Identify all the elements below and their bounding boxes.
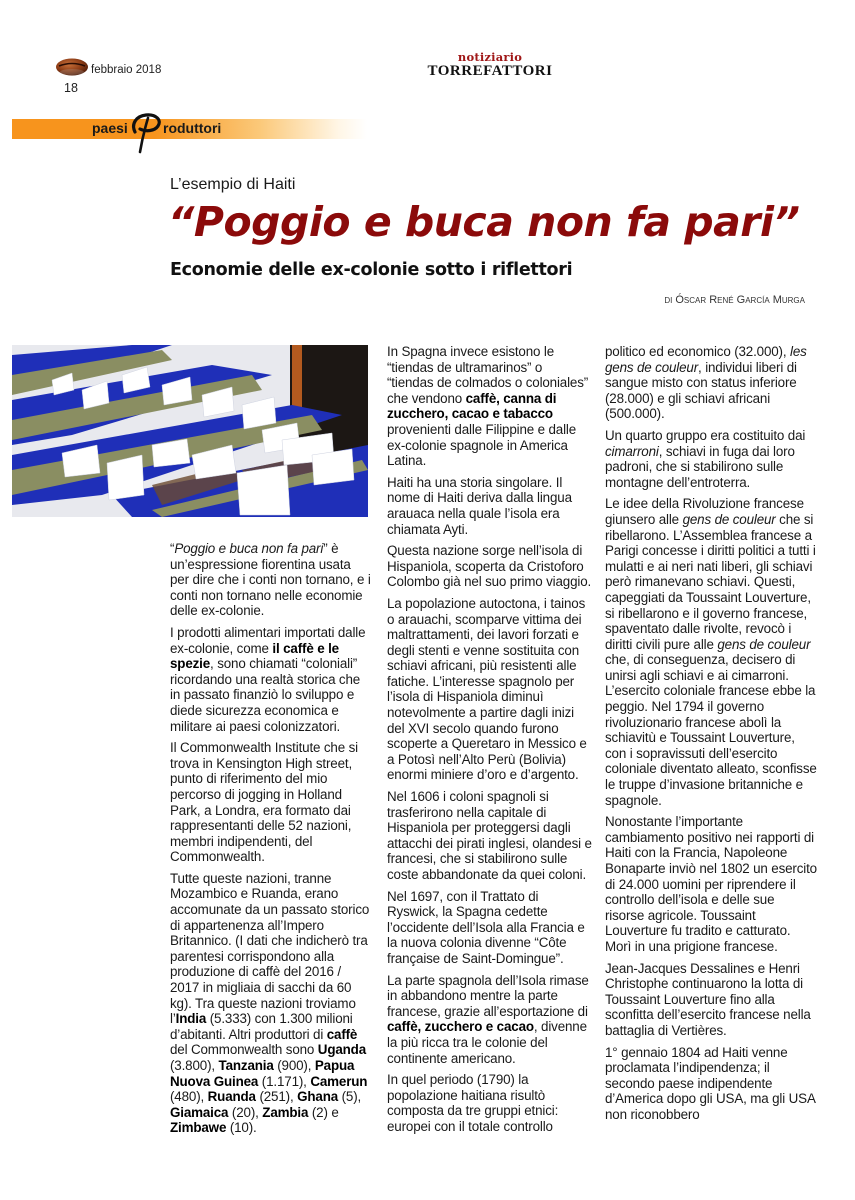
page-number: 18 — [64, 81, 78, 95]
masthead-bottom: TORREFATTORI — [427, 62, 553, 79]
paragraph: Le idee della Rivoluzione francese giunsero alle gens de couleur che si ribellarono. L’Assemblea francese a Parigi concesse i diritti politici a tutti i mulatti e ai neri nati liberi, gli schiavi però rimanevano schiavi. Questi, capeggiati da Toussaint Louverture, si ribellarono e il governo francese, spaventato dalle rivolte, revocò i diritti civili pure alle gens de couleur che, di conseguenza, decisero di unirsi agli schiavi e ai cimarroni. L’esercito coloniale francese ebbe la peggio. Nel 1794 il governo rivoluzionario francese abolì la schiavitù e Toussaint Louverture, con i sopravissuti dell’esercito coloniale diventato alleato, sconfisse le truppe d’invasione britanniche e spagnole. — [605, 496, 817, 808]
masthead-logo — [420, 52, 560, 79]
paragraph: Jean-Jacques Dessalines e Henri Christophe continuarono la lotta di Toussaint Louverture fino alla sconfitta dell’esercito francese nella battaglia di Vertières. — [605, 960, 811, 1038]
article-byline: di Óscar René García Murga — [664, 294, 805, 306]
paragraph: I prodotti alimentari importati dalle ex-colonie, come il caffè e le spezie, sono chiamati “coloniali” ricordando una realtà storica che in passato finanziò lo sviluppo e diede sicurezza economica e militare ai paesi colonizzatori. — [170, 624, 366, 734]
paragraph: politico ed economico (32.000), les gens de couleur, individui liberi di sangue misto con status inferiore (28.000) e gli schiavi africani (500.000). — [605, 344, 807, 422]
paragraph: Un quarto gruppo era costituito dai cimarroni, schiavi in fuga dai loro padroni, che si stabilirono sulle montagne dell’entroterra. — [605, 427, 806, 490]
paragraph: In quel periodo (1790) la popolazione haitiana risultò composta da tre gruppi etnici: europei con il totale controllo — [387, 1072, 559, 1134]
section-word-roduttori: roduttori — [163, 120, 222, 136]
article-column-2 — [387, 344, 592, 1141]
paragraph: 1° gennaio 1804 ad Haiti venne proclamata l’indipendenza; il secondo paese indipendente d’America dopo gli USA, ma gli USA non riconobbero — [605, 1044, 815, 1122]
article-column-3 — [605, 344, 817, 1129]
paragraph: “Poggio e buca non fa pari” è un’espressione fiorentina usata per dire che i conti non tornano, e i conti non tornano nelle economie delle ex-colonie. — [170, 541, 371, 619]
paragraph: Tutte queste nazioni, tranne Mozambico e Ruanda, erano accomunate da un passato storico di appartenenza all’Impero Britannico. (I dati che indicherò tra parentesi corrispondono alla produzione di caffè del 2016 / 2017 in migliaia di sacchi da 60 kg). Tra queste nazioni troviamo l’India (5.333) con 1.300 milioni d’abitanti. Altri produttori di caffè del Commonwealth sono Uganda (3.800), Tanzania (900), Papua Nuova Guinea (1.171), Camerun (480), Ruanda (251), Ghana (5), Giamaica (20), Zambia (2) e Zimbawe (10). — [170, 870, 370, 1136]
section-initial-text: P — [128, 112, 129, 113]
paragraph: Nel 1606 i coloni spagnoli si trasferirono nella capitale di Hispaniola per proteggersi dagli attacchi dei pirati inglesi, olandesi e francesi, che si stabilirono sulle coste abbandonate da quei coloni. — [387, 789, 592, 882]
section-word-paesi: paesi — [92, 120, 128, 136]
paragraph: In Spagna invece esistono le “tiendas de ultramarinos” o “tiendas de colmados o coloniales” che vendono caffè, canna di zucchero, cacao e tabacco provenienti dalle Filippine e dalle ex-colonie spagnole in America Latina. — [387, 344, 589, 469]
paragraph: Il Commonwealth Institute che si trova in Kensington High street, punto di riferimento del mio percorso di jogging in Holland Park, a Londra, era formato dai rappresentanti delle 52 nazioni, membri indipendenti, del Commonwealth. — [170, 740, 358, 865]
issue-date: febbraio 2018 — [91, 64, 162, 76]
coffee-bean-icon — [55, 57, 89, 77]
coffee-samples-photo — [12, 345, 368, 517]
italic-phrase: Poggio e buca non fa pari — [174, 541, 324, 556]
article-subhead: Economie delle ex-colonie sotto i riflettori — [170, 260, 573, 280]
paragraph: Haiti ha una storia singolare. Il nome di Haiti deriva dalla lingua arauaca nella quale l’isola era chiamata Ayti. — [387, 474, 572, 537]
paragraph: Nonostante l’importante cambiamento positivo nei rapporti di Haiti con la Francia, Napoleone Bonaparte inviò nel 1802 un esercito di 24.000 uomini per riprendere il controllo dell’isola e delle sue risorse agricole. Toussaint Louverture fu tradito e catturato. Morì in una prigione francese. — [605, 814, 817, 954]
paragraph: Nel 1697, con il Trattato di Ryswick, la Spagna cedette l’occidente dell’Isola alla Francia e la nuova colonia divenne “Côte française de Saint-Domingue”. — [387, 888, 585, 966]
section-initial-p — [128, 112, 164, 154]
article-kicker: L’esempio di Haiti — [170, 176, 296, 193]
paragraph: La popolazione autoctona, i tainos o arauachi, scomparve vittima dei maltrattamenti, dei lavori forzati e degli stenti e venne sostituita con schiavi africani, più resistenti alle fatiche. L’interesse spagnolo per l’isola di Hispaniola diminuì notevolmente a partire dagli inizi del XVI secolo quando furono scoperte a Queretaro in Messico e a Potosì nell’Alto Perù (Bolivia) enormi miniere d’oro e d’argento. — [387, 595, 587, 783]
article-column-1 — [170, 541, 373, 1142]
article-headline: “Poggio e buca non fa pari” — [168, 198, 800, 246]
masthead-top: notiziario — [457, 50, 523, 64]
paragraph: Questa nazione sorge nell’isola di Hispaniola, scoperta da Cristoforo Colombo già nel suo primo viaggio. — [387, 543, 592, 590]
paragraph: La parte spagnola dell’Isola rimase in abbandono mentre la parte francese, grazie all’esportazione di caffè, zucchero e cacao, divenne la più ricca tra le colonie del continente americano. — [387, 972, 589, 1066]
